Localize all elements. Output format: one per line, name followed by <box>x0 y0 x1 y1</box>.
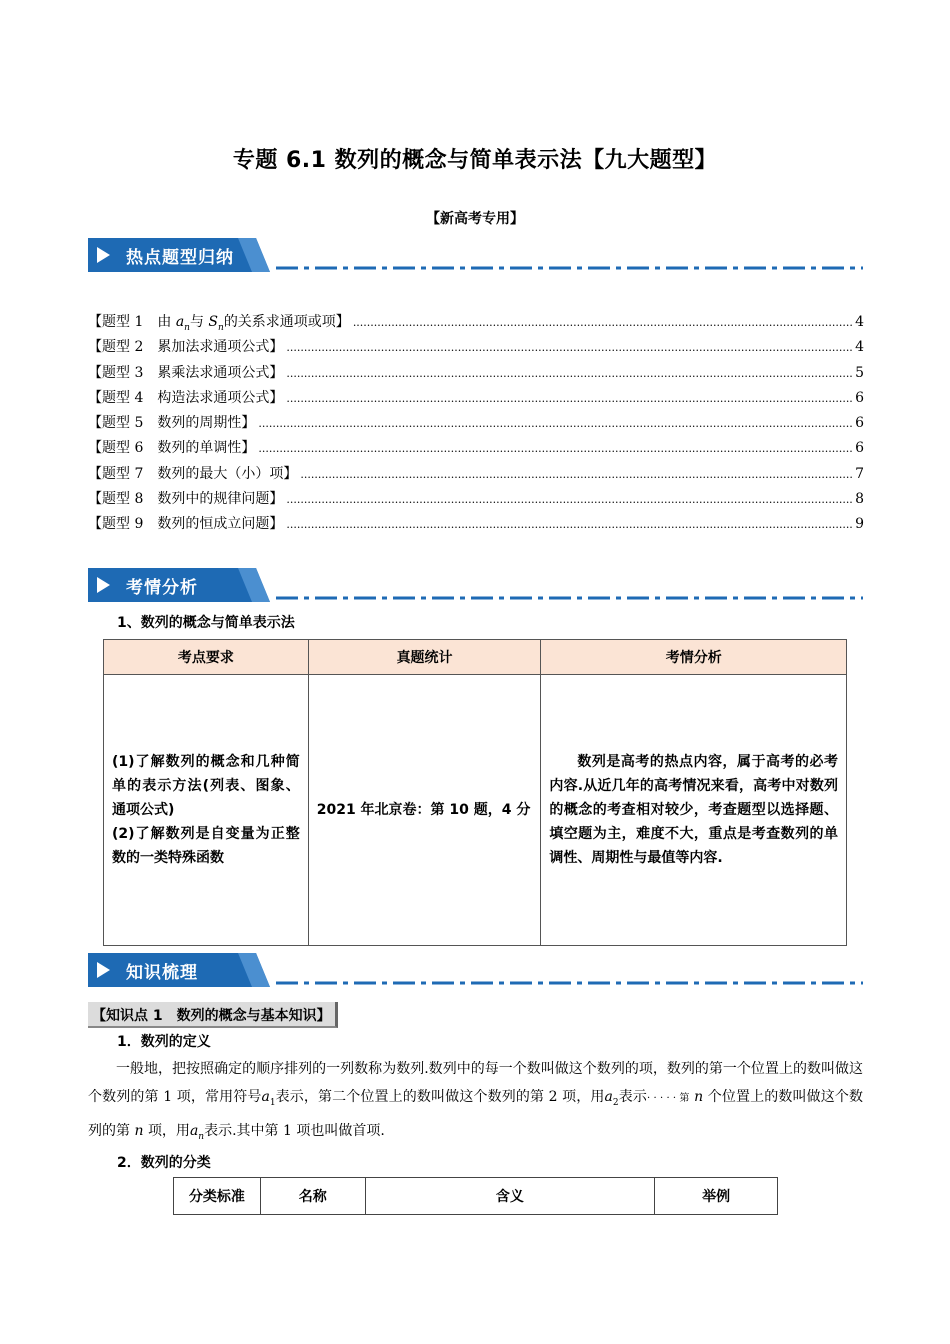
toc-label: 【题型 7 数列的最大（小）项】 <box>88 463 300 483</box>
toc-page: 7 <box>855 465 864 482</box>
banner-label: 知识梳理 <box>126 963 198 983</box>
table-header: 举例 <box>655 1178 778 1215</box>
toc-page: 6 <box>855 389 864 406</box>
toc-leader <box>286 392 853 405</box>
table-header: 名称 <box>260 1178 365 1215</box>
banner-exam <box>88 568 863 604</box>
toc-item[interactable] <box>88 412 864 437</box>
banner-label: 热点题型归纳 <box>126 248 234 268</box>
analysis-heading: 1、数列的概念与简单表示法 <box>117 615 295 631</box>
toc <box>88 311 864 539</box>
classification-heading: 2．数列的分类 <box>117 1155 211 1171</box>
toc-label: 【题型 9 数列的恒成立问题】 <box>88 513 286 533</box>
banner-knowledge <box>88 953 863 989</box>
toc-page: 8 <box>855 491 864 508</box>
toc-leader <box>286 341 853 354</box>
table-cell-requirements: (1)了解数列的概念和几种简单的表示方法(列表、图象、通项公式) (2)了解数列是自变量为正整数的一类特殊函数 <box>104 675 309 946</box>
toc-page: 5 <box>855 364 864 381</box>
table-row <box>104 675 847 946</box>
definition-heading: 1．数列的定义 <box>117 1034 211 1050</box>
toc-leader <box>258 417 853 430</box>
toc-label: 【题型 4 构造法求通项公式】 <box>88 387 286 407</box>
toc-item[interactable] <box>88 362 864 387</box>
toc-page: 6 <box>855 440 864 457</box>
knowledge-point-label: 【知识点 1 数列的概念与基本知识】 <box>88 1002 338 1028</box>
toc-label: 【题型 6 数列的单调性】 <box>88 437 258 457</box>
table-header-row <box>174 1178 778 1215</box>
toc-item[interactable] <box>88 488 864 513</box>
toc-item[interactable] <box>88 336 864 361</box>
table-header-row <box>104 640 847 675</box>
play-arrow-icon <box>97 247 110 263</box>
toc-item[interactable] <box>88 513 864 538</box>
dash-dot-line <box>276 265 863 271</box>
table-header: 真题统计 <box>308 640 541 675</box>
toc-leader <box>286 493 853 506</box>
table-header: 考点要求 <box>104 640 309 675</box>
table-header: 考情分析 <box>541 640 847 675</box>
table-header: 分类标准 <box>174 1178 261 1215</box>
table-cell-analysis: 数列是高考的热点内容，属于高考的必考内容.从近几年的高考情况来看，高考中对数列的概念的考查相对较少，考查题型以选择题、填空题为主，难度不大，重点是考查数列的单调性、周期性与最值等内容. <box>541 675 847 946</box>
dash-dot-line <box>276 980 863 986</box>
play-arrow-icon <box>97 962 110 978</box>
toc-item[interactable] <box>88 387 864 412</box>
toc-item[interactable] <box>88 463 864 488</box>
play-arrow-icon <box>97 577 110 593</box>
toc-item[interactable] <box>88 311 864 336</box>
toc-page: 4 <box>855 314 864 330</box>
analysis-table <box>103 639 847 946</box>
banner-tab <box>88 953 270 987</box>
table-cell-stats: 2021 年北京卷：第 10 题，4 分 <box>308 675 541 946</box>
dash-dot-line <box>276 595 863 601</box>
banner-tab <box>88 238 270 272</box>
toc-leader <box>353 316 853 329</box>
toc-page: 9 <box>855 516 864 533</box>
classification-table <box>173 1177 778 1215</box>
toc-page: 4 <box>855 339 864 356</box>
toc-label: 【题型 2 累加法求通项公式】 <box>88 336 286 356</box>
banner-label: 考情分析 <box>126 578 198 598</box>
banner-tab <box>88 568 270 602</box>
toc-label: 【题型 1 由 $a_n$与 $S_n$的关系求通项或项】 <box>88 311 353 333</box>
toc-label: 【题型 8 数列中的规律问题】 <box>88 488 286 508</box>
toc-page: 6 <box>855 415 864 432</box>
banner-hot <box>88 238 863 274</box>
toc-leader <box>286 367 853 380</box>
page-subtitle: 【新高考专用】 <box>426 211 524 227</box>
toc-leader <box>286 518 853 531</box>
definition-paragraph: 一般地，把按照确定的顺序排列的一列数称为数列.数列中的每一个数叫做这个数列的项，数列的第一个位置上的数叫做这个数列的第 1 项，常用符号$a_1$表示，第二个位置上的数叫做这个数列的第 2 项，用$a_2$表示· · · · · 第 n 个位置上的数叫做这个数列的第 n 项，用$a_n$表示.其中第 1 项也叫做首项. <box>88 1061 863 1142</box>
page-title: 专题 6.1 数列的概念与简单表示法【九大题型】 <box>232 148 718 173</box>
toc-leader <box>300 468 853 481</box>
toc-item[interactable] <box>88 437 864 462</box>
toc-label: 【题型 3 累乘法求通项公式】 <box>88 362 286 382</box>
toc-leader <box>258 442 853 455</box>
toc-label: 【题型 5 数列的周期性】 <box>88 412 258 432</box>
table-header: 含义 <box>365 1178 654 1215</box>
